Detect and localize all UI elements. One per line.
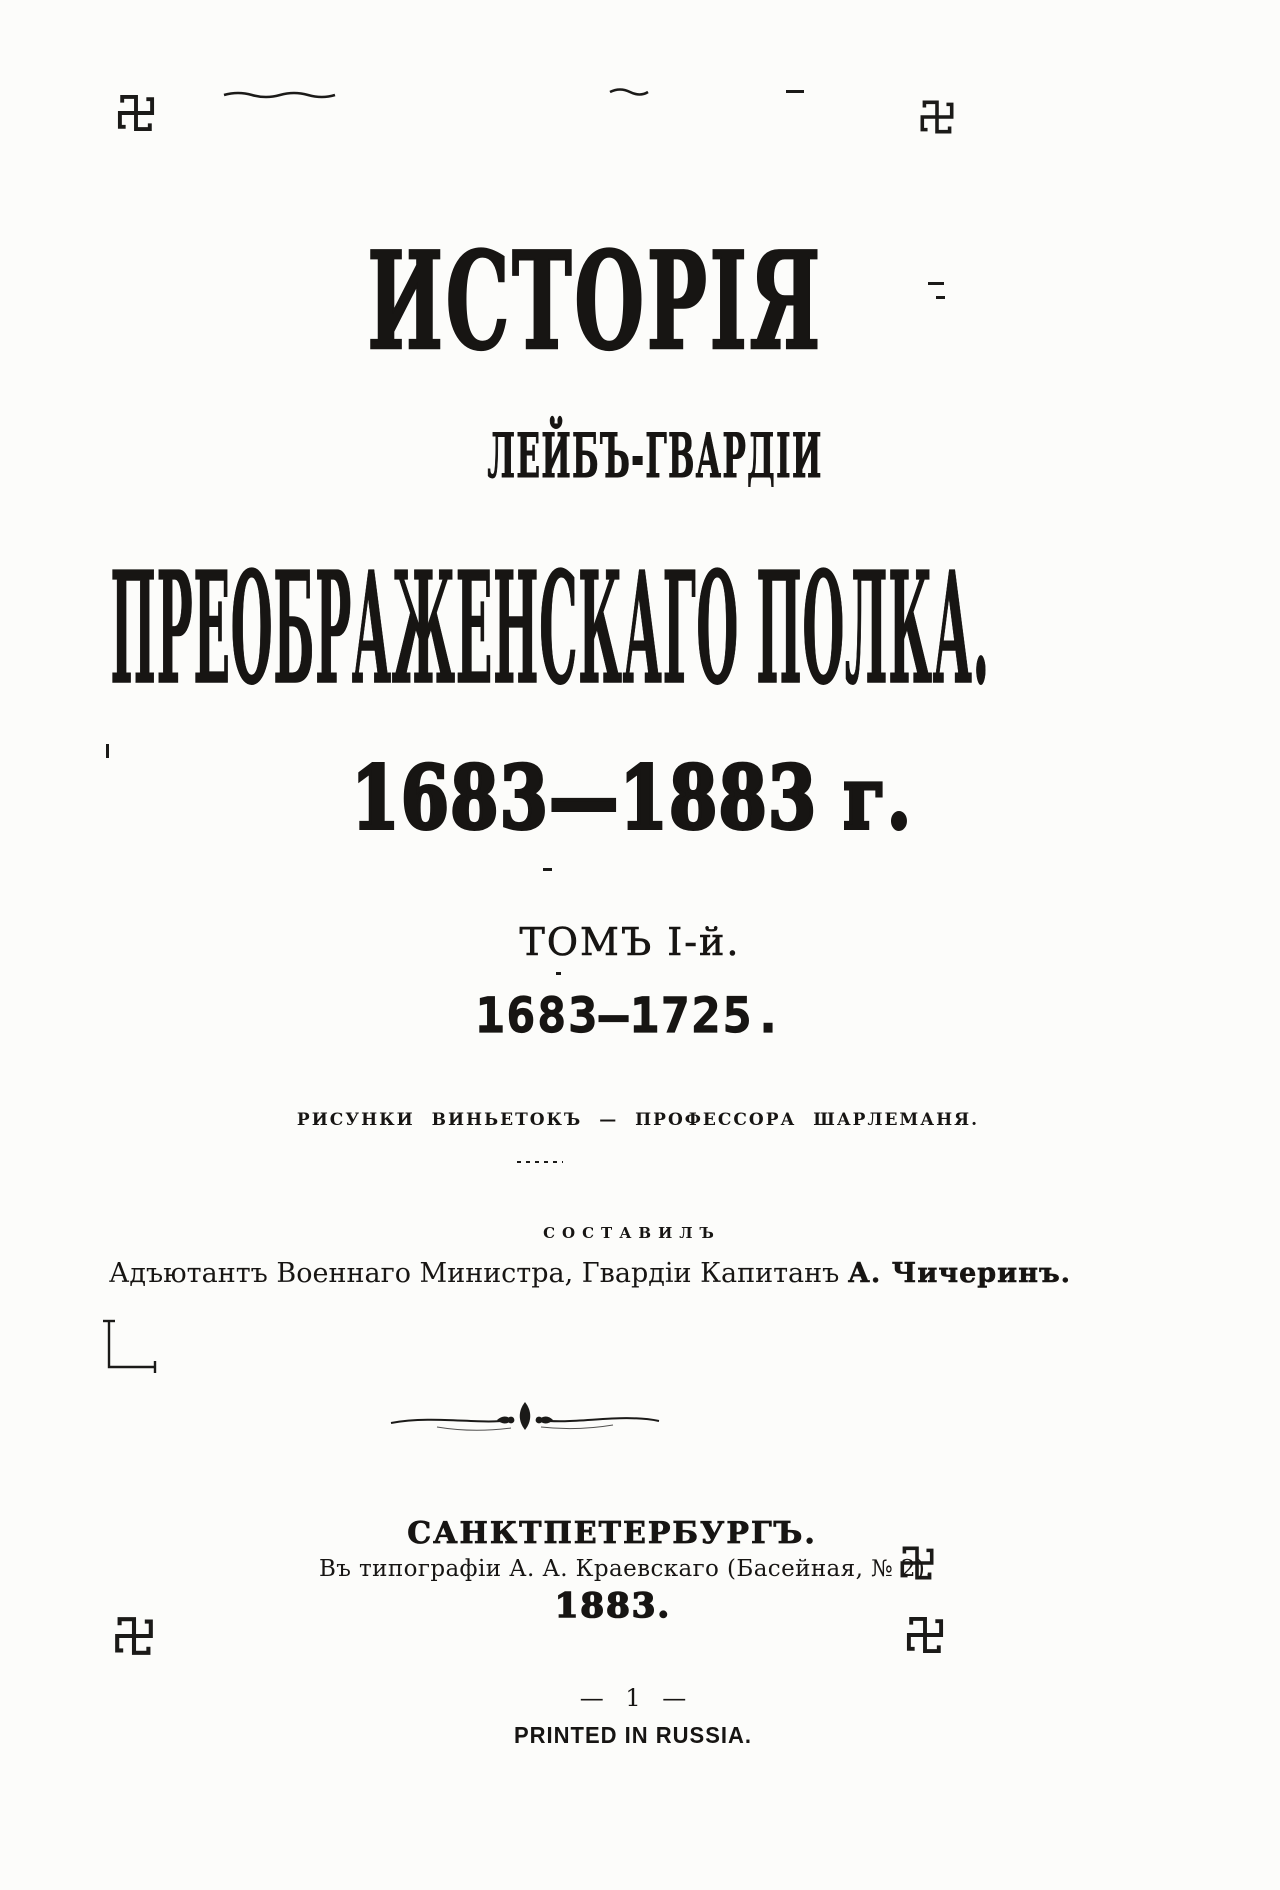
compiled-by-label: СОСТАВИЛЪ: [543, 1224, 721, 1242]
printer-line: Въ типографіи А. А. Краевскаго (Басейная, № 2).: [319, 1556, 933, 1582]
scan-artifact: [556, 972, 561, 975]
fret-ornament-icon: [902, 1612, 948, 1658]
author-name: А. Чичеринъ.: [847, 1258, 1072, 1289]
page-number: — 1 —: [579, 1684, 687, 1712]
scan-artifact: [516, 1158, 564, 1166]
scan-artifact: [222, 90, 337, 100]
scan-artifact: [786, 90, 804, 93]
fret-ornament-icon: [110, 1612, 158, 1660]
scan-artifact: [936, 296, 945, 299]
book-title: ИСТОРІЯ: [367, 222, 823, 380]
scan-artifact: [928, 282, 944, 285]
publication-city: САНКТПЕТЕРБУРГЪ.: [407, 1516, 817, 1551]
regiment-title: ПРЕОБРАЖЕНСКАГО ПОЛКА.: [110, 538, 990, 719]
volume-label: ТОМЪ І-й.: [519, 920, 741, 964]
author-title: Адъютантъ Военнаго Министра, Гвардіи Капитанъ: [108, 1258, 840, 1289]
printed-in-russia-stamp: PRINTED IN RUSSIA.: [513, 1722, 753, 1749]
vignette-credit: РИСУНКИ ВИНЬЕТОКЪ — ПРОФЕССОРА ШАРЛЕМАНЯ.: [296, 1110, 980, 1130]
scan-artifact: [106, 744, 109, 758]
guard-designation: ЛЕЙБЪ-ГВАРДІИ: [487, 420, 823, 492]
edition-years: 1683—1883 г.: [351, 748, 913, 849]
corner-bracket-icon: [100, 1318, 158, 1376]
publication-year: 1883.: [554, 1586, 672, 1626]
flourish-divider-icon: [385, 1395, 665, 1441]
fret-ornament-icon: [113, 90, 159, 136]
fret-ornament-icon: [916, 96, 958, 138]
scan-artifact: [608, 86, 650, 98]
author-line: [109, 1258, 1071, 1289]
scan-artifact: [543, 868, 552, 871]
volume-years: 1683—1725.: [475, 988, 785, 1044]
